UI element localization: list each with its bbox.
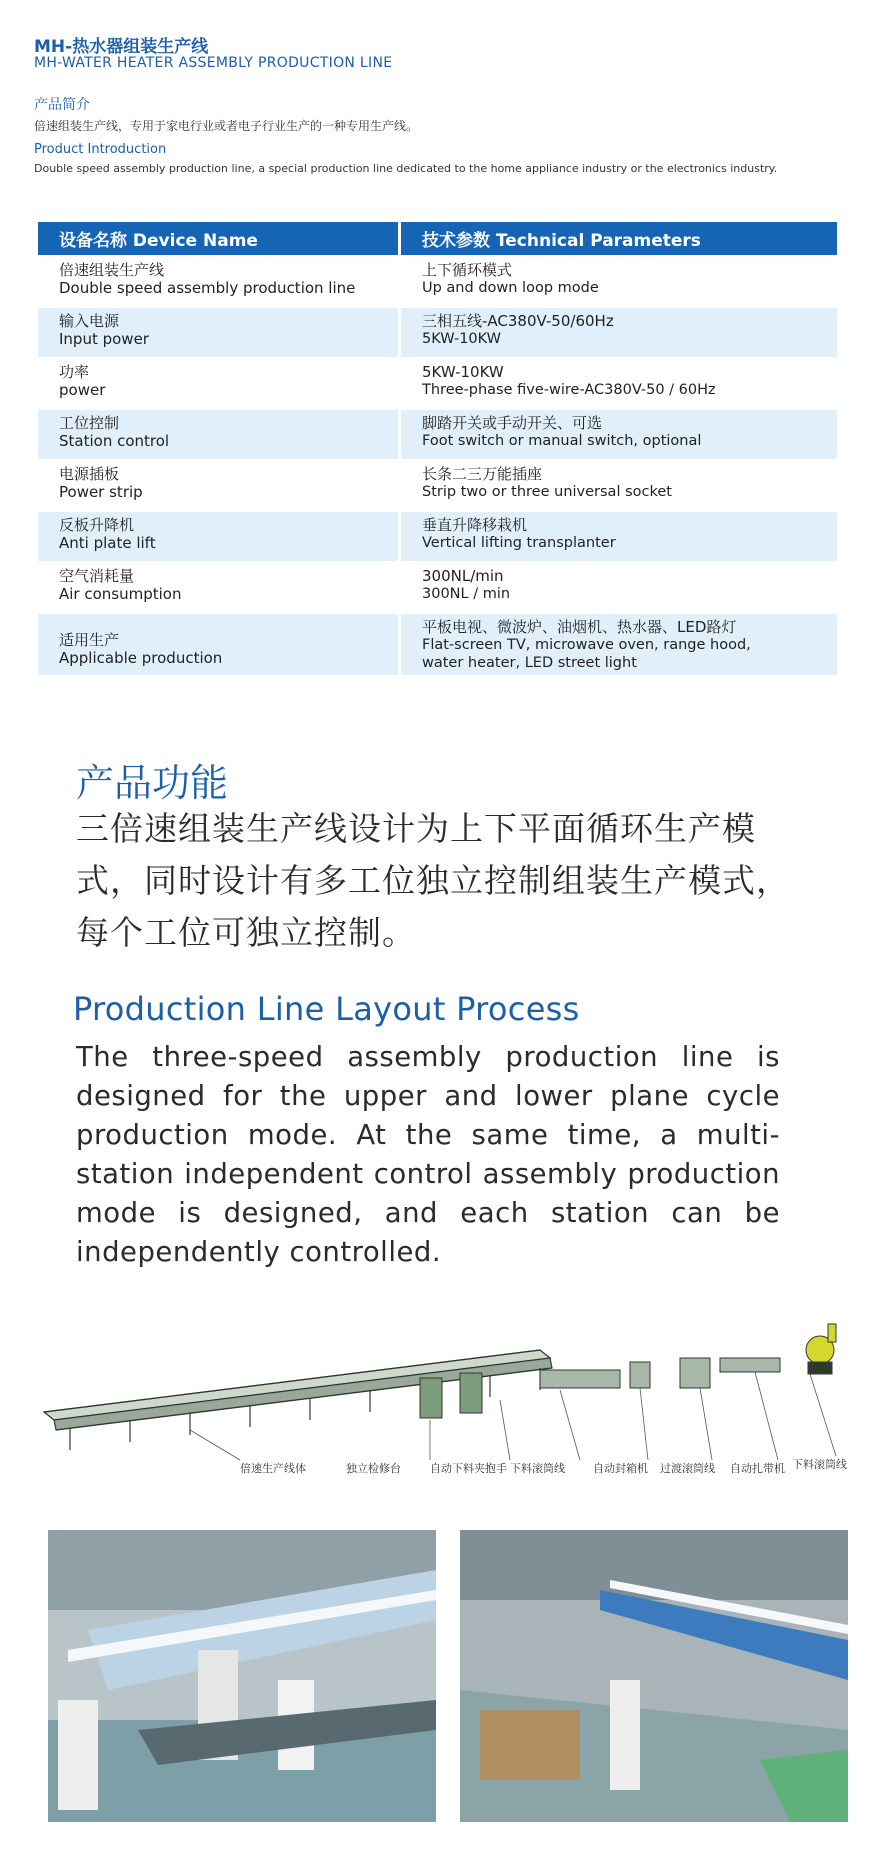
page-subtitle: MH-WATER HEATER ASSEMBLY PRODUCTION LINE: [34, 55, 393, 71]
device-name-en: power: [59, 381, 106, 399]
param-line-2: Up and down loop mode: [422, 280, 599, 296]
param-line-1: 脚踏开关或手动开关、可选: [422, 414, 603, 432]
device-name-en: Power strip: [59, 483, 143, 501]
device-name-en: Input power: [59, 330, 149, 348]
function-body: 三倍速组装生产线设计为上下平面循环生产模式，同时设计有多工位独立控制组装生产模式，每个工位可独立控制。: [76, 809, 790, 952]
page-title: MH-热水器组装生产线: [34, 37, 209, 57]
param-line-1: 三相五线-AC380V-50/60Hz: [422, 312, 614, 330]
param-line-3: water heater, LED street light: [422, 655, 637, 671]
device-name-cn: 反板升降机: [59, 516, 135, 534]
table-row: [38, 461, 837, 510]
param-line-2: 300NL / min: [422, 586, 511, 602]
diagram-label-auto-unload: 自动下料夹抱手: [430, 1462, 507, 1475]
device-name-cn: 电源插板: [59, 465, 120, 483]
device-name-cn: 输入电源: [59, 312, 120, 330]
table-row: [38, 257, 837, 306]
spec-table-header: [38, 222, 837, 255]
device-name-en: Double speed assembly production line: [59, 279, 356, 297]
intro-en-text: Double speed assembly production line, a special production line dedicated to the home appliance industry or the electronics industry.: [34, 162, 778, 175]
layout-body: The three-speed assembly production line is designed for the upper and lower plane cycle production mode. At the same time, a multi-station independent control assembly production mode is designed, and each station can be independently controlled.: [76, 1041, 780, 1268]
param-line-2: Flat-screen TV, microwave oven, range hood,: [422, 637, 751, 653]
diagram-label-unload-roller-2: 下料滚筒线: [792, 1458, 847, 1471]
header-technical-parameters: 技术参数 Technical Parameters: [401, 222, 837, 255]
factory-photo-right: [460, 1530, 848, 1822]
param-line-1: 上下循环模式: [422, 261, 513, 279]
diagram-label-unload-roller: 下料滚筒线: [510, 1462, 565, 1475]
spec-table: [38, 222, 837, 675]
intro-en-heading: Product Introduction: [34, 142, 167, 157]
device-name-cn: 空气消耗量: [59, 567, 135, 585]
diagram-label-transition-roller: 过渡滚筒线: [660, 1462, 715, 1475]
device-name-cn: 功率: [59, 363, 90, 381]
param-line-2: Three-phase five-wire-AC380V-50 / 60Hz: [422, 382, 716, 398]
device-name-cn: 倍速组装生产线: [59, 261, 165, 279]
param-line-1: 300NL/min: [422, 567, 504, 585]
table-row: [38, 563, 837, 612]
diagram-label-sealer: 自动封箱机: [593, 1462, 648, 1475]
diagram-label-speed-line: 倍速生产线体: [240, 1462, 306, 1475]
device-name-en: Applicable production: [59, 649, 223, 667]
table-row: [38, 359, 837, 408]
robot-arm: [806, 1324, 836, 1374]
factory-photo-left: [48, 1530, 436, 1822]
param-line-2: Foot switch or manual switch, optional: [422, 433, 702, 449]
table-row: [38, 410, 837, 459]
table-row: [38, 308, 837, 357]
param-line-1: 5KW-10KW: [422, 363, 504, 381]
param-line-1: 垂直升降移栽机: [422, 516, 528, 534]
table-row: [38, 512, 837, 561]
param-line-2: 5KW-10KW: [422, 331, 501, 347]
param-line-1: 平板电视、微波炉、油烟机、热水器、LED路灯: [422, 618, 737, 636]
device-name-en: Station control: [59, 432, 170, 450]
layout-heading: Production Line Layout Process: [73, 990, 580, 1028]
header-device-name: 设备名称 Device Name: [38, 222, 398, 255]
param-line-2: Strip two or three universal socket: [422, 484, 672, 500]
device-name-en: Anti plate lift: [59, 534, 156, 552]
device-name-cn: 工位控制: [59, 414, 120, 432]
production-line-diagram: [40, 1320, 855, 1480]
diagram-label-strapper: 自动扎带机: [730, 1462, 785, 1475]
param-line-1: 长条二三万能插座: [422, 465, 543, 483]
table-row: [38, 614, 837, 675]
device-name-en: Air consumption: [59, 585, 182, 603]
param-line-2: Vertical lifting transplanter: [422, 535, 616, 551]
intro-cn-heading: 产品简介: [34, 97, 90, 113]
device-name-cn: 适用生产: [59, 631, 120, 649]
sealing-and-roller-equipment: [540, 1358, 780, 1388]
diagram-label-inspection: 独立检修台: [346, 1462, 401, 1475]
intro-cn-text: 倍速组装生产线，专用于家电行业或者电子行业生产的一种专用生产线。: [34, 119, 419, 133]
function-heading: 产品功能: [76, 761, 229, 805]
